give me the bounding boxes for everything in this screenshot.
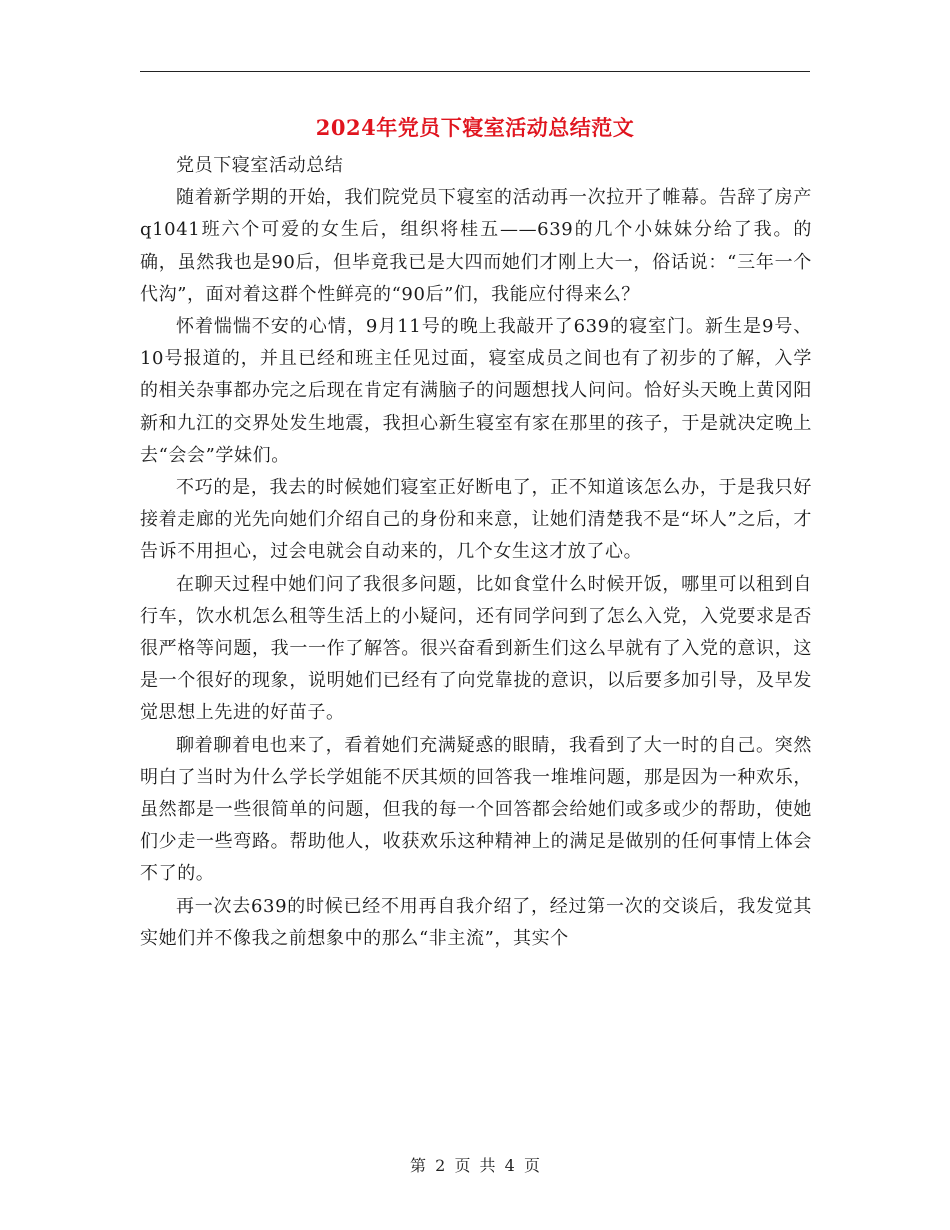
footer-label-page: 第 — [410, 1156, 427, 1175]
page-footer — [0, 1153, 950, 1176]
header-rule — [140, 71, 810, 72]
body-paragraph: 随着新学期的开始，我们院党员下寝室的活动再一次拉开了帷幕。告辞了房产q1041班六个可爱的女生后，组织将桂五——639的几个小妹妹分给了我。的确，虽然我也是90后，但毕竟我已是大四而她们才刚上大一，俗话说：“三年一个代沟”，面对着这群个性鲜亮的“90后”们，我能应付得来么？ — [140, 187, 812, 305]
body-paragraph: 再一次去639的时候已经不用再自我介绍了，经过第一次的交谈后，我发觉其实她们并不像我之前想象中的那么“非主流”，其实个 — [140, 895, 812, 949]
body-paragraph: 怀着惴惴不安的心情，9月11号的晚上我敲开了639的寝室门。新生是9号、10号报道的，并且已经和班主任见过面，寝室成员之间也有了初步的了解，入学的相关杂事都办完之后现在肯定有满脑子的问题想找人问问。恰好头天晚上黄冈阳新和九江的交界处发生地震，我担心新生寝室有家在那里的孩子，于是就决定晚上去“会会”学妹们。 — [140, 316, 812, 466]
document-title: 2024年党员下寝室活动总结范文 — [315, 115, 635, 140]
footer-label-page-unit: 页 — [454, 1156, 471, 1175]
subtitle-paragraph: 党员下寝室活动总结 — [176, 155, 344, 176]
footer-label-total: 共 — [479, 1156, 496, 1175]
footer-total-pages: 4 — [504, 1156, 515, 1175]
body-paragraph: 不巧的是，我去的时候她们寝室正好断电了，正不知道该怎么办，于是我只好接着走廊的光先向她们介绍自己的身份和来意，让她们清楚我不是“坏人”之后，才告诉不用担心，过会电就会自动来的，几个女生这才放了心。 — [140, 477, 812, 563]
body-paragraph: 在聊天过程中她们问了我很多问题，比如食堂什么时候开饭，哪里可以租到自行车，饮水机怎么租等生活上的小疑问，还有同学问到了怎么入党，入党要求是否很严格等问题，我一一作了解答。很兴奋看到新生们这么早就有了入党的意识，这是一个很好的现象，说明她们已经有了向党靠拢的意识，以后要多加引导，及早发觉思想上先进的好苗子。 — [140, 573, 812, 724]
body-paragraph: 聊着聊着电也来了，看着她们充满疑惑的眼睛，我看到了大一时的自己。突然明白了当时为什么学长学姐能不厌其烦的回答我一堆堆问题，那是因为一种欢乐，虽然都是一些很简单的问题，但我的每一个回答都会给她们或多或少的帮助，使她们少走一些弯路。帮助他人，收获欢乐这种精神上的满足是做别的任何事情上体会不了的。 — [140, 734, 812, 885]
document-body — [140, 150, 812, 955]
footer-label-total-unit: 页 — [523, 1156, 540, 1175]
footer-current-page: 2 — [435, 1156, 446, 1175]
